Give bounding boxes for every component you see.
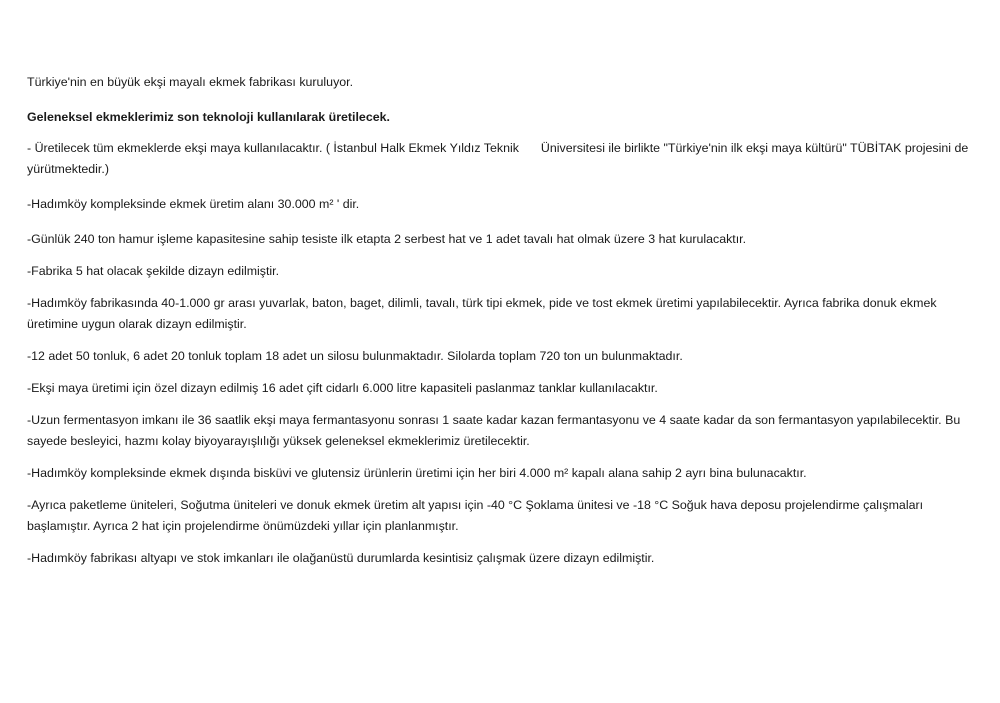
- paragraph-buildings: -Hadımköy kompleksinde ekmek dışında bisküvi ve glutensiz ürünlerin üretimi için her biri 4.000 m² kapalı alana sahip 2 ayrı bina bulunacaktır.: [27, 466, 807, 480]
- paragraph-daily-capacity: -Günlük 240 ton hamur işleme kapasitesine sahip tesiste ilk etapta 2 serbest hat ve 1 adet tavalı hat olmak üzere 3 hat kurulacaktır.: [27, 232, 747, 246]
- paragraph-cold-storage: -Ayrıca paketleme üniteleri, Soğutma üniteleri ve donuk ekmek üretim alt yapısı için -40 °C Şoklama ünitesi ve -18 °C Soğuk hava deposu projelendirme çalışmaları başlamıştır. Ayrıca 2 hat için projelendirme önümüzdeki yıllar için planlanmıştır.: [27, 498, 924, 533]
- paragraph-sourdough: [27, 138, 972, 180]
- paragraph-fermentation: -Uzun fermentasyon imkanı ile 36 saatlik ekşi maya fermantasyonu sonrası 1 saate kadar kazan fermantasyonu ve 4 saate kadar da son fermantasyon yapılabilecektir. Bu sayede besleyici, hazmı kolay biyoyarayışlılığı yüksek geleneksel ekmeklerimiz üretilecektir.: [27, 413, 961, 448]
- document-page: [27, 72, 972, 569]
- paragraph-products: -Hadımköy fabrikasında 40-1.000 gr arası yuvarlak, baton, baget, dilimli, tavalı, türk tipi ekmek, pide ve tost ekmek üretimi yapılabilecektir. Ayrıca fabrika donuk ekmek üretimine uygun olarak dizayn edilmiştir.: [27, 296, 937, 331]
- paragraph-lines: -Fabrika 5 hat olacak şekilde dizayn edilmiştir.: [27, 264, 280, 278]
- paragraph-infrastructure: -Hadımköy fabrikası altyapı ve stok imkanları ile olağanüstü durumlarda kesintisiz çalışmak üzere dizayn edilmiştir.: [27, 551, 655, 565]
- subheadline: Geleneksel ekmeklerimiz son teknoloji kullanılarak üretilecek.: [27, 110, 390, 124]
- paragraph-tanks: -Ekşi maya üretimi için özel dizayn edilmiş 16 adet çift cidarlı 6.000 litre kapasiteli paslanmaz tanklar kullanılacaktır.: [27, 381, 658, 395]
- paragraph-production-area: -Hadımköy kompleksinde ekmek üretim alanı 30.000 m² ' dir.: [27, 197, 360, 211]
- headline: Türkiye'nin en büyük ekşi mayalı ekmek fabrikası kuruluyor.: [27, 75, 354, 89]
- paragraph-silos: -12 adet 50 tonluk, 6 adet 20 tonluk toplam 18 adet un silosu bulunmaktadır. Silolarda toplam 720 ton un bulunmaktadır.: [27, 349, 683, 363]
- paragraph-sourdough-part1: - Üretilecek tüm ekmeklerde ekşi maya kullanılacaktır. ( İstanbul Halk Ekmek Yıldız Teknik: [27, 141, 519, 155]
- paragraph-sourdough-part2: Üniversitesi ile birlikte "Türkiye'nin ilk ekşi maya kültürü" TÜBİTAK projesini de yürütmektedir.): [27, 141, 969, 176]
